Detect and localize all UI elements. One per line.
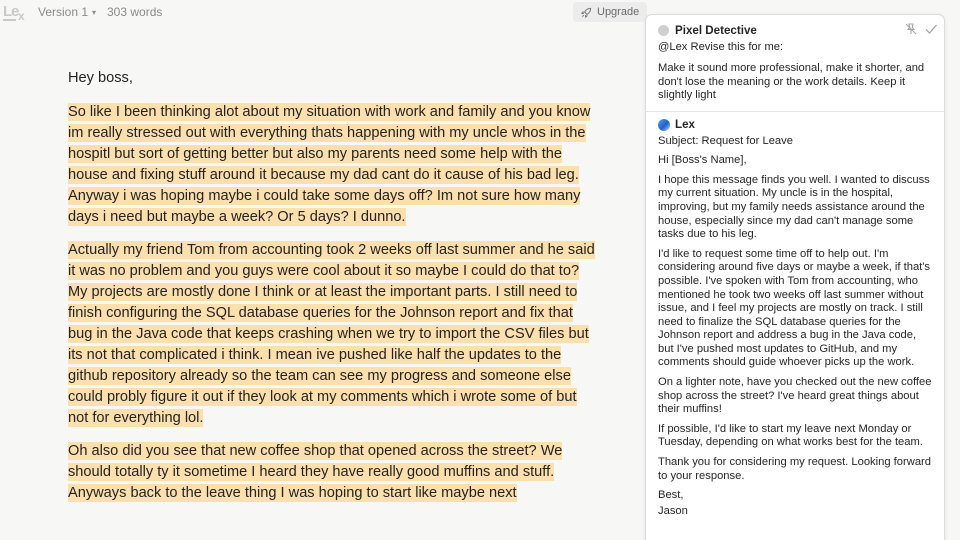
word-count: 303 words — [107, 5, 163, 19]
rocket-icon — [581, 7, 592, 18]
ai-chat-panel — [645, 14, 945, 540]
document-paragraph — [68, 441, 598, 504]
request-mention: @Lex Revise this for me: — [658, 40, 784, 53]
response-subject: Subject: Request for Leave — [658, 134, 793, 147]
ai-response — [646, 112, 944, 530]
response-closing: Best, — [658, 489, 684, 502]
document-greeting — [68, 68, 598, 89]
response-paragraph: If possible, I'd like to start my leave next Monday or Tuesday, depending on what works best for the team. — [658, 422, 923, 449]
upgrade-label: Upgrade — [597, 6, 640, 18]
svg-text:x: x — [18, 9, 25, 23]
svg-text:e: e — [11, 3, 20, 20]
lex-logo-icon[interactable] — [2, 1, 28, 23]
request-instruction: Make it sound more professional, make it shorter, and don't lose the meaning or the work details. Keep it slightly light — [658, 62, 925, 102]
avatar — [658, 25, 669, 36]
request-actions — [904, 22, 938, 36]
top-bar — [0, 0, 645, 26]
highlighted-text: Oh also did you see that new coffee shop that opened across the street? We should totally ty it sometime I heard they have really good muffins and stuff. Anyways back to the leave thing I was hoping to start like maybe next — [68, 443, 563, 501]
greeting-text: Hey boss, — [68, 70, 133, 86]
response-paragraph: I'd like to request some time off to help out. I'm considering around five days or maybe a week, if that's possible. I've spoken with Tom from accounting, who mentioned he took two weeks off last summer without issue, and I feel my projects are mostly on track. I still need to finalize the SQL database queries for the Johnson report and address a bug in the Java code, but I've pushed most updates to GitHub, and my comments should guide whoever picks up the work. — [658, 247, 931, 369]
pin-off-icon[interactable] — [904, 22, 918, 36]
upgrade-button[interactable] — [573, 2, 647, 22]
version-label: Version 1 — [38, 5, 89, 19]
request-header — [658, 24, 932, 38]
document-editor[interactable] — [68, 68, 598, 516]
document-paragraph — [68, 240, 598, 429]
version-dropdown[interactable] — [38, 5, 96, 19]
user-request — [646, 15, 944, 112]
svg-text:L: L — [3, 3, 13, 20]
response-greeting: Hi [Boss's Name], — [658, 154, 747, 167]
request-sender: Pixel Detective — [675, 24, 757, 37]
chevron-down-icon: ▾ — [92, 7, 97, 17]
response-sender: Lex — [675, 117, 695, 131]
check-icon[interactable] — [924, 22, 938, 36]
document-paragraph — [68, 102, 598, 228]
response-paragraph: On a lighter note, have you checked out the new coffee shop across the street? I've heard great things about their muffins! — [658, 376, 932, 416]
highlighted-text: So like I been thinking alot about my situation with work and family and you know im really stressed out with everything thats happening with my uncle whos in the hospitl but sort of getting better but also my parents need some help with the house and fixing stuff around it because my dad cant do it cause of his bad leg. Anyway i was hoping maybe i could take some days off? Im not sure how many days i need but maybe a week? Or 5 days? I dunno. — [68, 104, 591, 225]
response-paragraph: I hope this message finds you well. I wanted to discuss my current situation. My uncle is in the hospital, improving, but my family needs assistance around the house, especially since my dad can't manage some tasks due to his leg. — [658, 173, 930, 241]
response-header — [658, 118, 932, 132]
response-paragraph: Thank you for considering my request. Looking forward to your response. — [658, 456, 931, 482]
response-signature: Jason — [658, 504, 688, 517]
lex-avatar — [658, 119, 670, 131]
highlighted-text: Actually my friend Tom from accounting took 2 weeks off last summer and he said it was no problem and you guys were cool about it so maybe I could do that to? My projects are mostly done I think or at least the important parts. I still need to finish configuring the SQL database queries for the Johnson report and fix that bug in the Java code that keeps crashing when we try to import the CSV files but its not that complicated i think. I mean ive pushed like half the updates to the github repository already so the team can see my progress and someone else could probly figure it out if they look at my comments which i wrote some of but not for everything lol. — [68, 242, 595, 426]
